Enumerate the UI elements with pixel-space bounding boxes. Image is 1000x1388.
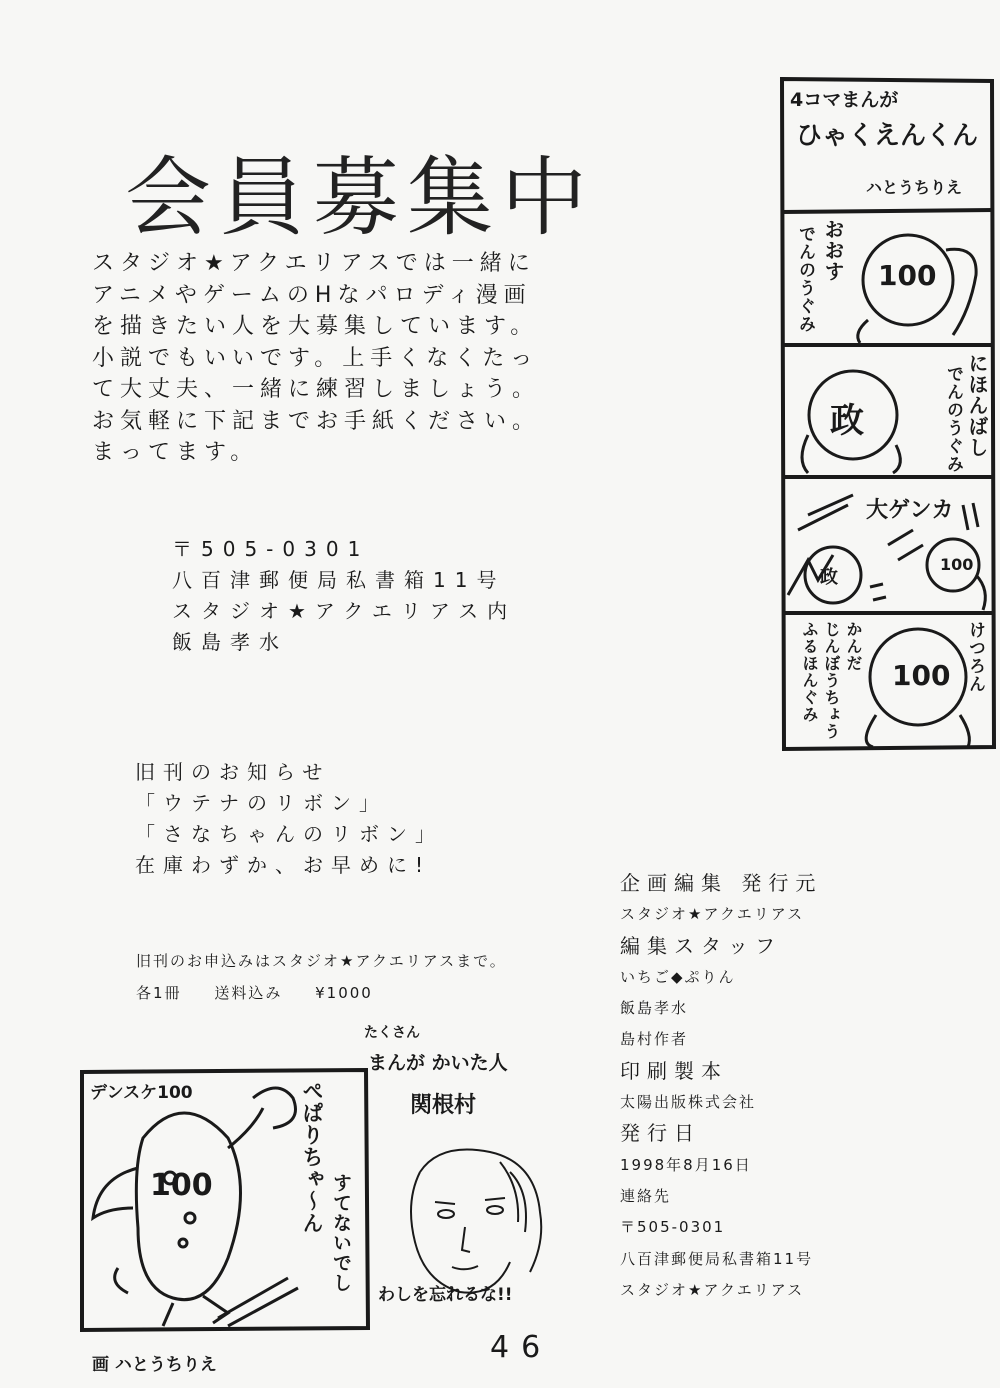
comic-dialogue: ふるほんぐみ	[800, 621, 819, 723]
comic-dialogue: でんのうぐみ	[795, 225, 815, 333]
cartoon-panel	[78, 1068, 372, 1350]
character-face: 100	[150, 1168, 213, 1203]
cartoon-credit: 画 ハとうちりえ	[92, 1355, 217, 1375]
order-qty: 各1冊	[136, 984, 182, 1002]
colophon-heading: 発行日	[620, 1121, 701, 1146]
order-price: ¥1000	[315, 984, 373, 1002]
comic-dialogue: けつろん	[965, 621, 985, 693]
colophon-value: スタジオ★アクエリアス	[620, 1280, 805, 1299]
artist-sketch	[360, 1022, 580, 1312]
notice-line: 「さなちゃんのリボン」	[135, 822, 443, 846]
intro-line: 小説でもいいです。上手くなくたっ	[92, 345, 539, 371]
address-name: 飯島孝水	[172, 630, 288, 654]
notice-line: 旧刊のお知らせ	[135, 760, 331, 784]
comic-dialogue: じんぼうちょう	[822, 621, 841, 740]
intro-line: まってます。	[92, 440, 259, 465]
comic-dialogue: おおす	[821, 219, 845, 282]
intro-line: お気軽に下記までお手紙ください。	[92, 408, 541, 434]
character-face: 政	[820, 567, 838, 588]
colophon-heading: 印刷製本	[620, 1058, 728, 1083]
colophon-value: スタジオ★アクエリアス	[620, 905, 805, 924]
comic-dialogue: でんのうぐみ	[943, 365, 963, 473]
character-face: 100	[940, 555, 974, 574]
colophon-value: 1998年8月16日	[620, 1155, 752, 1174]
four-panel-comic	[778, 75, 1000, 753]
sketch-caption: たくさん	[364, 1025, 420, 1041]
colophon-heading: 編集スタッフ	[620, 933, 782, 958]
order-line: 旧刊のお申込みはスタジオ★アクエリアスまで。	[136, 952, 507, 970]
intro-line: て大丈夫、一緒に練習しましょう。	[92, 377, 541, 402]
colophon-value: 〒505-0301	[620, 1218, 726, 1237]
colophon-heading: 企画編集 発行元	[620, 871, 823, 895]
intro-line: スタジオ★アクエリアスでは一緒に	[92, 251, 536, 276]
character-face: 100	[892, 659, 951, 692]
address-line: 八百津郵便局私書箱11号	[172, 568, 506, 592]
address-line: スタジオ★アクエリアス内	[172, 599, 517, 623]
comic-dialogue: にほんばし	[965, 353, 989, 458]
colophon-value: 島村作者	[620, 1030, 689, 1049]
colophon-value: 連絡先	[620, 1186, 672, 1205]
colophon	[620, 868, 822, 1306]
back-issue-notice	[135, 757, 443, 881]
notice-line: 「ウテナのリボン」	[135, 791, 387, 815]
intro-text	[92, 248, 762, 469]
page-number: 46	[490, 1330, 553, 1365]
sketch-caption: まんが かいた人	[368, 1052, 508, 1074]
comic-author: ハとうちりえ	[866, 178, 963, 197]
order-info	[136, 945, 507, 1009]
comic-subtitle: ひゃくえんくん	[796, 121, 979, 151]
order-price-line	[136, 977, 507, 1009]
order-shipping: 送料込み	[214, 984, 283, 1002]
comic-title: 4コマまんが	[790, 89, 899, 111]
sketch-caption: 関根村	[410, 1093, 477, 1118]
cartoon-title: デンスケ100	[90, 1083, 193, 1103]
mailing-address	[172, 534, 516, 658]
character-face: 100	[878, 259, 937, 292]
colophon-value: 飯島孝水	[620, 999, 689, 1018]
page-title: 会員募集中	[125, 148, 595, 248]
sketch-footer: わしを忘れるな!!	[378, 1285, 513, 1305]
colophon-value: 八百津郵便局私書箱11号	[620, 1249, 814, 1268]
comic-dialogue: 大ゲンカ	[866, 498, 954, 523]
colophon-value: いちご◆ぷりん	[620, 967, 736, 986]
comic-dialogue: かんだ	[844, 621, 863, 672]
cartoon-drawing	[78, 1068, 372, 1350]
character-face: 政	[830, 401, 864, 441]
intro-line: アニメやゲームのHなパロディ漫画	[92, 282, 532, 308]
colophon-value: 太陽出版株式会社	[620, 1093, 757, 1112]
notice-line: 在庫わずか、お早めに!	[135, 853, 432, 877]
address-postal: 〒505-0301	[172, 537, 370, 561]
cartoon-speech: ぺぱりちゃ〜ん	[300, 1080, 324, 1234]
cartoon-speech: すてないでし	[330, 1173, 352, 1293]
intro-line: を描きたい人を大募集しています。	[92, 314, 539, 339]
